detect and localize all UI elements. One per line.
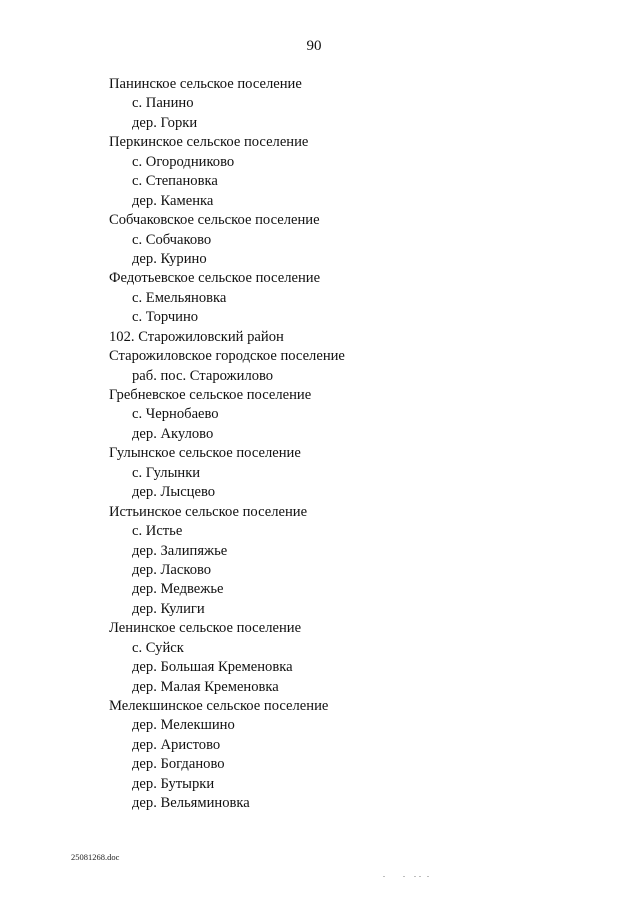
settlement-entry: дер. Кулиги xyxy=(132,600,205,617)
settlement-entry: дер. Большая Кременовка xyxy=(132,659,293,676)
municipality-heading: Федотьевское сельское поселение xyxy=(109,270,321,287)
settlement-entry: дер. Залипяжье xyxy=(132,542,228,559)
settlement-entry: дер. Курино xyxy=(132,250,207,267)
settlement-entry: с. Панино xyxy=(132,95,194,112)
municipality-heading: Гулынское сельское поселение xyxy=(109,445,301,462)
settlement-entry: дер. Медвежье xyxy=(132,581,224,598)
settlement-list xyxy=(109,75,345,814)
settlement-entry: дер. Малая Кременовка xyxy=(132,678,279,695)
settlement-entry: с. Огородниково xyxy=(132,153,235,170)
settlement-entry: с. Степановка xyxy=(132,173,218,190)
settlement-entry: дер. Бутырки xyxy=(132,775,215,792)
settlement-entry: с. Истье xyxy=(132,523,183,540)
municipality-heading: 102. Старожиловский район xyxy=(109,328,284,345)
municipality-heading: Мелекшинское сельское поселение xyxy=(109,698,329,714)
footer-filename: 25081268.doc xyxy=(71,852,120,862)
settlement-entry: с. Торчино xyxy=(132,309,199,326)
settlement-entry: с. Гулынки xyxy=(132,464,201,481)
settlement-entry: раб. пос. Старожилово xyxy=(132,367,274,384)
municipality-heading: Старожиловское городское поселение xyxy=(109,348,345,365)
settlement-entry: дер. Каменка xyxy=(132,192,214,209)
municipality-heading: Собчаковское сельское поселение xyxy=(109,212,320,229)
settlement-entry: с. Чернобаево xyxy=(132,406,219,423)
settlement-entry: с. Собчаково xyxy=(132,231,212,248)
municipality-heading: Ленинское сельское поселение xyxy=(109,620,302,637)
settlement-entry: дер. Акулово xyxy=(132,425,214,442)
municipality-heading: Панинское сельское поселение xyxy=(109,76,302,92)
settlement-entry: дер. Лысцево xyxy=(132,484,216,501)
settlement-entry: дер. Горки xyxy=(132,114,198,131)
scan-artifact-dots xyxy=(383,876,443,880)
page-number: 90 xyxy=(306,38,322,54)
municipality-heading: Гребневское сельское поселение xyxy=(109,387,312,403)
settlement-entry: дер. Богданово xyxy=(132,756,225,773)
settlement-entry: с. Емельяновка xyxy=(132,289,227,306)
settlement-entry: дер. Ласково xyxy=(132,561,212,578)
municipality-heading: Перкинское сельское поселение xyxy=(109,134,309,151)
municipality-heading: Истьинское сельское поселение xyxy=(109,503,308,520)
settlement-entry: дер. Вельяминовка xyxy=(132,795,250,812)
settlement-entry: дер. Аристово xyxy=(132,736,221,753)
settlement-entry: с. Суйск xyxy=(132,639,184,656)
settlement-entry: дер. Мелекшино xyxy=(132,717,235,734)
